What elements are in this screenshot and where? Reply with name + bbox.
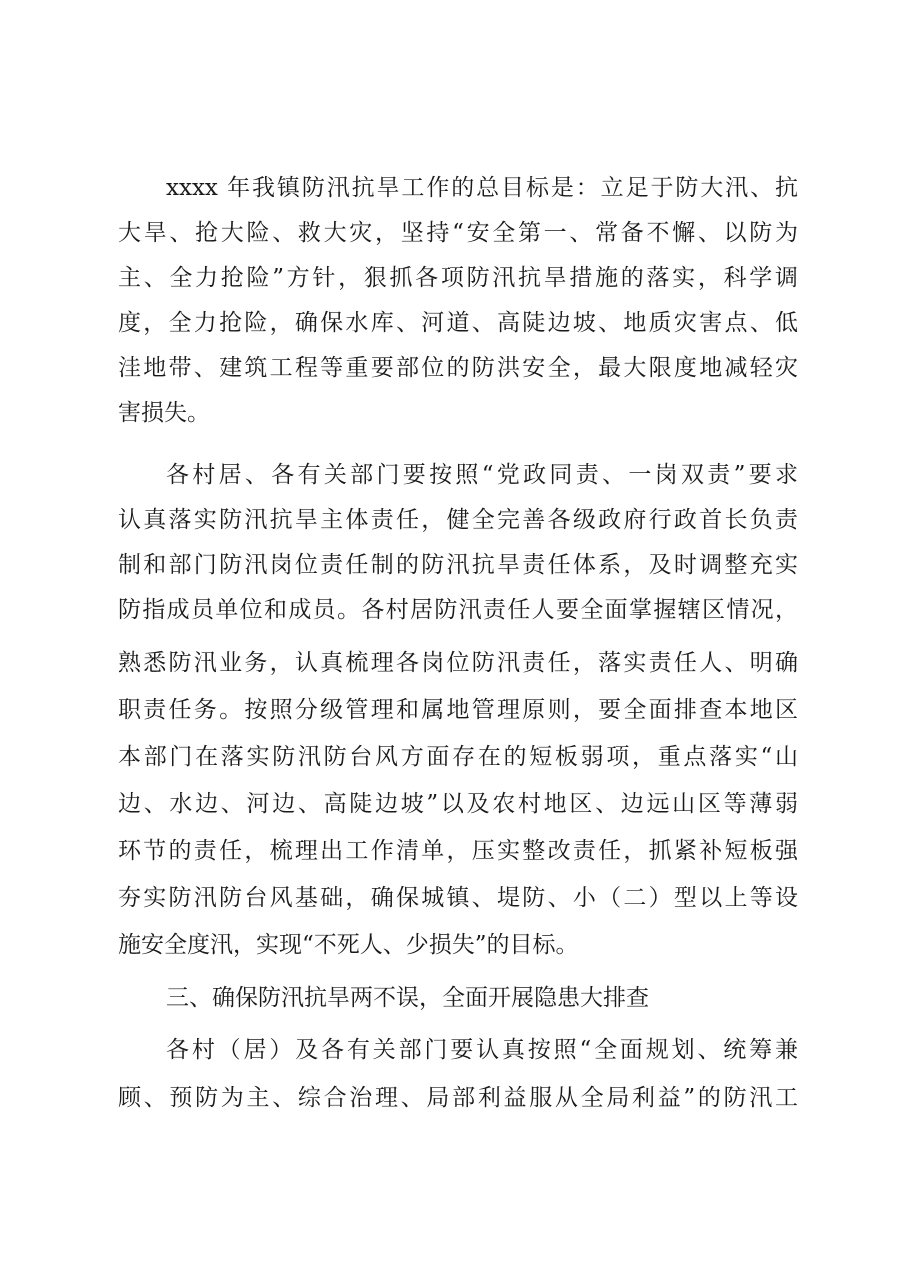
paragraph-2-line-10: 夯实防汛防台风基础，确保城镇、堤防、小（二）型以上等设: [118, 885, 798, 911]
paragraph-2-line-8: 边、水边、河边、高陡边坡”以及农村地区、边远山区等薄弱: [118, 791, 798, 817]
paragraph-2-line-2: 认真落实防汛抗旱主体责任，健全完善各级政府行政首长负责: [118, 507, 798, 533]
paragraph-2-line-7: 本部门在落实防汛防台风方面存在的短板弱项，重点落实“山: [118, 744, 798, 770]
paragraph-1-line-4: 度，全力抢险，确保水库、河道、高陡边坡、地质灾害点、低: [118, 310, 798, 336]
paragraph-3-line-2: 顾、预防为主、综合治理、局部利益服从全局利益”的防汛工: [118, 1085, 798, 1111]
paragraph-1-line-6: 害损失。: [118, 400, 210, 426]
paragraph-2-line-11: 施安全度汛，实现“不死人、少损失”的目标。: [118, 932, 579, 958]
paragraph-1-line-3: 主、全力抢险”方针，狠抓各项防汛抗旱措施的落实，科学调: [118, 265, 798, 291]
paragraph-2-line-6: 职责任务。按照分级管理和属地管理原则，要全面排查本地区: [118, 697, 798, 723]
paragraph-2-line-3: 制和部门防汛岗位责任制的防汛抗旱责任体系，及时调整充实: [118, 552, 798, 578]
section-heading: 三、确保防汛抗旱两不误，全面开展隐患大排查: [166, 985, 649, 1011]
paragraph-1-line-5: 洼地带、建筑工程等重要部位的防洪安全，最大限度地减轻灾: [118, 355, 798, 381]
paragraph-2-line-4: 防指成员单位和成员。各村居防汛责任人要全面掌握辖区情况，: [118, 597, 798, 623]
paragraph-2-line-9: 环节的责任，梳理出工作清单，压实整改责任，抓紧补短板强: [118, 838, 798, 864]
paragraph-2-line-1: 各村居、各有关部门要按照“党政同责、一岗双责”要求: [166, 462, 798, 488]
paragraph-2-line-5: 熟悉防汛业务，认真梳理各岗位防汛责任，落实责任人、明确: [118, 650, 798, 676]
paragraph-1-line-2: 大旱、抢大险、救大灾，坚持“安全第一、常备不懈、以防为: [118, 220, 798, 246]
paragraph-3-line-1: 各村（居）及各有关部门要认真按照“全面规划、统筹兼: [166, 1037, 798, 1063]
paragraph-1-line-1: xxxx 年我镇防汛抗旱工作的总目标是：立足于防大汛、抗: [166, 175, 798, 201]
